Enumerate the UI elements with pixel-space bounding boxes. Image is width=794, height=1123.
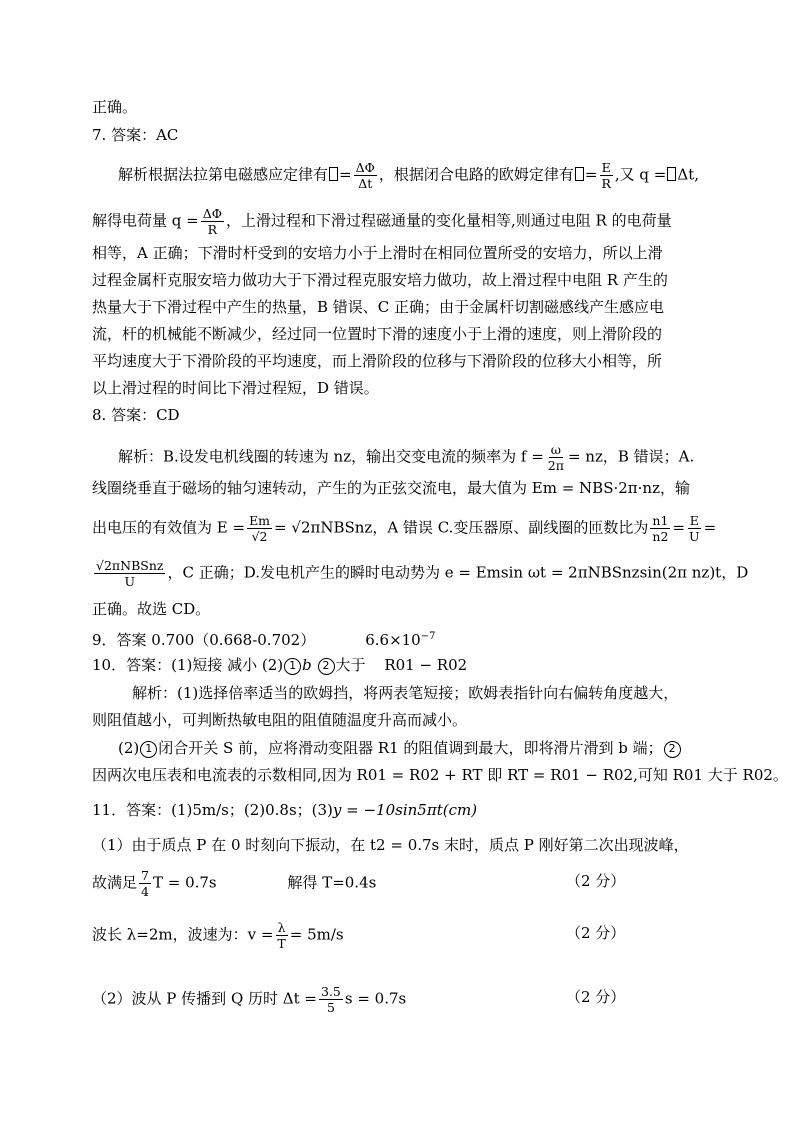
text-line: 波长 λ=2m，波速为：v = $\frac{\lambda}{T}$ = 5m/s xyxy=(92,920,344,951)
text-line: （2）波从 P 传播到 Q 历时 Δt = $\frac{3.5}{5}$ s = 0.7s xyxy=(92,984,407,1015)
text-line: 解析根据法拉第电磁感应定律有 = $\frac{\Delta\Phi}{\Delta t}$ ，根据闭合电路的欧姆定律有 = $\frac{E}{R}$ ,又 q = Δt, xyxy=(118,160,700,191)
answer-11-line: 11．答案：(1)5m/s；(2)0.8s；(3)y = −10sin5πt(cm) xyxy=(92,801,478,819)
text-line: 解析：(1)选择倍率适当的欧姆挡，将两表笔短接；欧姆表指针向右偏转角度越大， xyxy=(132,684,679,702)
score-label: （2 分） xyxy=(566,988,626,1006)
text-line: (2) 1 闭合开关 S 前，应将滑动变阻器 R1 的阻值调到最大，即将滑片滑到 b 端； 2 xyxy=(118,738,682,758)
text-line: 因两次电压表和电流表的示数相同,因为 R01 = R02 + RT 即 RT = R01 − R02,可知 R01 大于 R02。 xyxy=(92,766,788,784)
fraction: $\frac{Em}{√2}$ xyxy=(249,513,271,544)
circled-number: 1 xyxy=(140,741,157,758)
text-line: 故满足 $\frac{7}{4}$ T = 0.7s 解得 T=0.4s xyxy=(92,868,377,899)
text-line: 线圈绕垂直于磁场的轴匀速转动，产生的为正弦交流电，最大值为 Em = NBS·2π·nz，输 xyxy=(92,479,690,497)
text-line: 以上滑过程的时间比下滑过程短，D 错误。 xyxy=(92,379,379,397)
text-line: 解得电荷量 q = $\frac{\Delta\Phi}{R}$ ，上滑过程和下滑过程磁通量的变化量相等,则通过电阻 R 的电荷量 xyxy=(92,206,672,237)
text-line: 则阻值越小，可判断热敏电阻的阻值随温度升高而减小。 xyxy=(92,711,468,729)
text-line: 过程金属杆克服安培力做功大于下滑过程克服安培力做功，故上滑过程中电阻 R 产生的 xyxy=(92,271,668,289)
text-line: 平均速度大于下滑阶段的平均速度，而上滑阶段的位移与下滑阶段的位移大小相等，所 xyxy=(92,352,663,370)
text-line: 相等，A 正确；下滑时杆受到的安培力小于上滑时在相同位置所受的安培力，所以上滑 xyxy=(92,244,663,262)
score-label: （2 分） xyxy=(566,924,626,942)
text-line: 正确。 xyxy=(92,98,138,116)
fraction: $\frac{7}{4}$ xyxy=(141,868,149,899)
answer-9-line: 9．答案 0.700（0.668-0.702） $6.6\times 10^{-7}$ xyxy=(92,631,436,649)
fraction: $\frac{3.5}{5}$ xyxy=(320,984,341,1015)
placeholder-box xyxy=(575,167,584,181)
text-line: 热量大于下滑过程中产生的热量，B 错误、C 正确；由于金属杆切割磁感线产生感应电 xyxy=(92,298,665,316)
circled-number: 1 xyxy=(284,658,301,675)
fraction: $\frac{\text{√2πNBSnz}}{U}$ xyxy=(96,558,164,589)
text-line: $\frac{\text{√2πNBSnz}}{U}$ ，C 正确；D.发电机产生的瞬时电动势为 e = Emsin ωt = 2πNBSnzsin(2π nz)t，D xyxy=(96,558,749,589)
answer-7-heading: 7. 答案：AC xyxy=(92,126,179,144)
circled-number: 2 xyxy=(664,741,681,758)
text-line: 出电压的有效值为 E = $\frac{Em}{√2}$ = √2πNBSnz，A 错误 C.变压器原、副线圈的匝数比为 $\frac{n1}{n2}$ = $\frac{E}{U}$ = xyxy=(92,513,717,544)
fraction: $\frac{\omega}{2\pi}$ xyxy=(547,442,564,473)
placeholder-box xyxy=(667,167,676,181)
text-line: 正确。故选 CD。 xyxy=(92,600,211,618)
text-line: （1）由于质点 P 在 0 时刻向下振动，在 t2 = 0.7s 末时，质点 P 刚好第二次出现波峰， xyxy=(92,836,689,854)
text-line: 解析：B.设发电机线圈的转速为 nz，输出交变电流的频率为 f = $\frac{\omega}{2\pi}$ = nz，B 错误；A. xyxy=(118,442,695,473)
fraction: $\frac{E}{U}$ xyxy=(689,513,700,544)
score-label: （2 分） xyxy=(566,872,626,890)
circled-number: 2 xyxy=(318,658,335,675)
fraction: $\frac{\Delta\Phi}{R}$ xyxy=(202,206,222,237)
text-line: 流，杆的机械能不断减少，经过同一位置时下滑的速度小于上滑的速度，则上滑阶段的 xyxy=(92,325,663,343)
fraction: $\frac{\Delta\Phi}{\Delta t}$ xyxy=(355,160,375,191)
answer-8-heading: 8. 答案：CD xyxy=(92,406,180,424)
answer-10-line: 10．答案：(1)短接 减小 (2) 1 b 2 大于 R01 − R02 xyxy=(92,656,468,674)
fraction: $\frac{\lambda}{T}$ xyxy=(277,920,286,951)
fraction: $\frac{E}{R}$ xyxy=(601,160,611,191)
fraction: $\frac{n1}{n2}$ xyxy=(652,513,669,544)
placeholder-box xyxy=(329,167,338,181)
